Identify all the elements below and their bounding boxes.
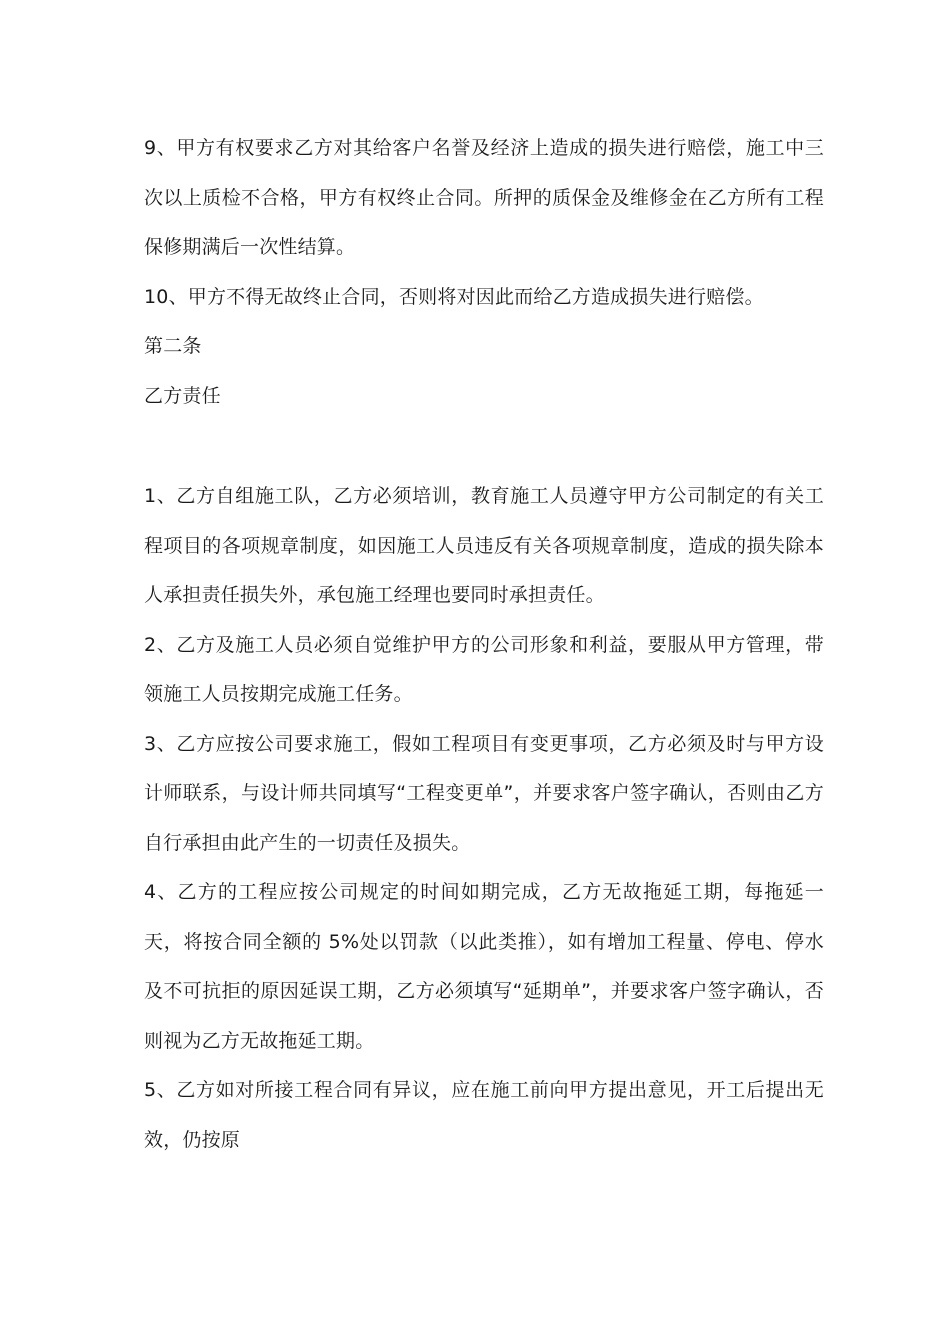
- duty-1-paragraph: 1、乙方自组施工队，乙方必须培训，教育施工人员遵守甲方公司制定的有关工程项目的各项规章制度，如因施工人员违反有关各项规章制度，造成的损失除本人承担责任损失外，承包施工经理也要同时承担责任。: [144, 485, 824, 606]
- section-heading: 乙方责任: [144, 384, 221, 407]
- duty-5-paragraph: 5、乙方如对所接工程合同有异议，应在施工前向甲方提出意见，开工后提出无效，仍按原: [144, 1079, 824, 1151]
- duty-4-paragraph: 4、乙方的工程应按公司规定的时间如期完成，乙方无故拖延工期，每拖延一天，将按合同全额的 5%处以罚款（以此类推），如有增加工程量、停电、停水及不可抗拒的原因延误工期，乙方必须填写“延期单”，并要求客户签字确认，否则视为乙方无故拖延工期。: [144, 881, 824, 1052]
- clause-9-paragraph: 9、甲方有权要求乙方对其给客户名誉及经济上造成的损失进行赔偿，施工中三次以上质检不合格，甲方有权终止合同。所押的质保金及维修金在乙方所有工程保修期满后一次性结算。: [144, 137, 824, 258]
- article-heading: 第二条: [144, 335, 202, 357]
- document-body: [144, 124, 824, 1165]
- duty-3-paragraph: 3、乙方应按公司要求施工，假如工程项目有变更事项，乙方必须及时与甲方设计师联系，与设计师共同填写“工程变更单”，并要求客户签字确认，否则由乙方自行承担由此产生的一切责任及损失。: [144, 732, 824, 854]
- blank-line: [144, 421, 824, 472]
- duty-2-paragraph: 2、乙方及施工人员必须自觉维护甲方的公司形象和利益，要服从甲方管理，带领施工人员按期完成施工任务。: [144, 633, 824, 705]
- clause-10-paragraph: 10、甲方不得无故终止合同，否则将对因此而给乙方造成损失进行赔偿。: [144, 285, 764, 308]
